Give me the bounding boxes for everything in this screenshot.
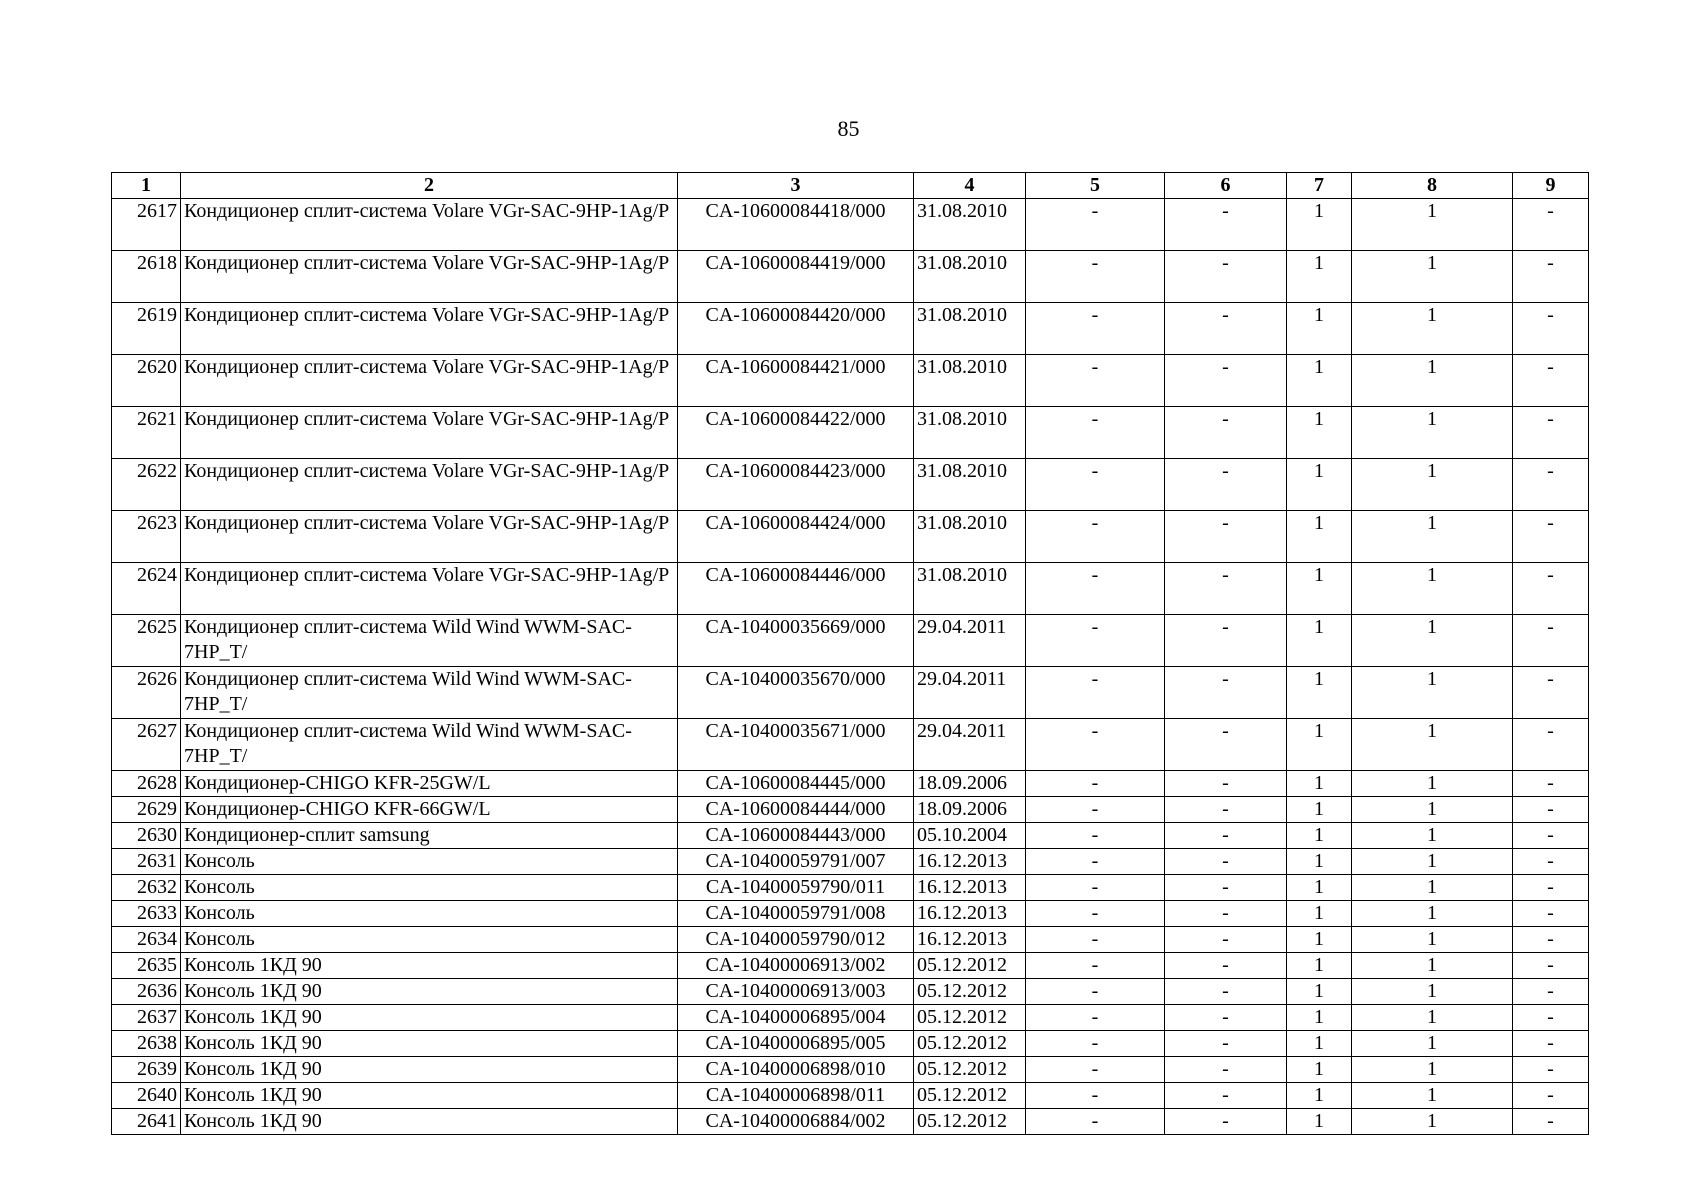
col7-cell: 1	[1287, 1005, 1352, 1031]
date-cell: 05.12.2012	[914, 1109, 1026, 1135]
col8-cell: 1	[1352, 901, 1513, 927]
table-row	[112, 407, 1589, 459]
col9-cell: -	[1513, 251, 1589, 303]
row-number-cell: 2627	[112, 719, 181, 771]
col5-cell: -	[1026, 901, 1165, 927]
col5-cell: -	[1026, 1031, 1165, 1057]
col9-cell: -	[1513, 1109, 1589, 1135]
inventory-code-cell: CA-10400006898/010	[678, 1057, 914, 1083]
table-row	[112, 615, 1589, 667]
col8-cell: 1	[1352, 303, 1513, 355]
col7-cell: 1	[1287, 771, 1352, 797]
col7-cell: 1	[1287, 199, 1352, 251]
inventory-table	[111, 172, 1589, 1135]
col8-cell: 1	[1352, 407, 1513, 459]
item-name-cell: Кондиционер-сплит samsung	[181, 823, 678, 849]
row-number-cell: 2622	[112, 459, 181, 511]
column-header: 1	[112, 173, 181, 199]
col5-cell: -	[1026, 1005, 1165, 1031]
inventory-code-cell: CA-10400035671/000	[678, 719, 914, 771]
page-number: 85	[837, 116, 860, 141]
date-cell: 31.08.2010	[914, 563, 1026, 615]
date-cell: 05.12.2012	[914, 1031, 1026, 1057]
item-name-cell: Консоль	[181, 927, 678, 953]
item-name-cell: Кондиционер сплит-система Volare VGr-SAC-9HP-1Ag/P	[181, 459, 678, 511]
col8-cell: 1	[1352, 927, 1513, 953]
inventory-code-cell: CA-10400006895/005	[678, 1031, 914, 1057]
inventory-code-cell: CA-10400059791/007	[678, 849, 914, 875]
row-number-cell: 2641	[112, 1109, 181, 1135]
col6-cell: -	[1165, 1083, 1287, 1109]
col9-cell: -	[1513, 1083, 1589, 1109]
item-name-cell: Консоль 1КД 90	[181, 953, 678, 979]
col5-cell: -	[1026, 719, 1165, 771]
row-number-cell: 2638	[112, 1031, 181, 1057]
col8-cell: 1	[1352, 875, 1513, 901]
col8-cell: 1	[1352, 511, 1513, 563]
col6-cell: -	[1165, 615, 1287, 667]
col6-cell: -	[1165, 563, 1287, 615]
col5-cell: -	[1026, 303, 1165, 355]
col7-cell: 1	[1287, 511, 1352, 563]
col6-cell: -	[1165, 797, 1287, 823]
date-cell: 29.04.2011	[914, 719, 1026, 771]
col7-cell: 1	[1287, 615, 1352, 667]
col7-cell: 1	[1287, 719, 1352, 771]
row-number-cell: 2628	[112, 771, 181, 797]
column-header: 6	[1165, 173, 1287, 199]
table-row	[112, 251, 1589, 303]
item-name-cell: Кондиционер сплит-система Volare VGr-SAC-9HP-1Ag/P	[181, 563, 678, 615]
col7-cell: 1	[1287, 667, 1352, 719]
table-row	[112, 901, 1589, 927]
inventory-code-cell: CA-10400006884/002	[678, 1109, 914, 1135]
row-number-cell: 2630	[112, 823, 181, 849]
col7-cell: 1	[1287, 823, 1352, 849]
col8-cell: 1	[1352, 979, 1513, 1005]
row-number-cell: 2636	[112, 979, 181, 1005]
col8-cell: 1	[1352, 849, 1513, 875]
item-name-cell: Консоль 1КД 90	[181, 1005, 678, 1031]
col9-cell: -	[1513, 797, 1589, 823]
item-name-cell: Консоль 1КД 90	[181, 1057, 678, 1083]
inventory-code-cell: CA-10400006913/002	[678, 953, 914, 979]
table-row	[112, 1005, 1589, 1031]
table-row	[112, 979, 1589, 1005]
col7-cell: 1	[1287, 563, 1352, 615]
col8-cell: 1	[1352, 355, 1513, 407]
col6-cell: -	[1165, 1031, 1287, 1057]
table-row	[112, 953, 1589, 979]
date-cell: 16.12.2013	[914, 927, 1026, 953]
col6-cell: -	[1165, 953, 1287, 979]
table-row	[112, 563, 1589, 615]
inventory-code-cell: CA-10600084446/000	[678, 563, 914, 615]
table-row	[112, 849, 1589, 875]
col6-cell: -	[1165, 979, 1287, 1005]
item-name-cell: Консоль 1КД 90	[181, 1031, 678, 1057]
col9-cell: -	[1513, 979, 1589, 1005]
col5-cell: -	[1026, 199, 1165, 251]
col6-cell: -	[1165, 719, 1287, 771]
col8-cell: 1	[1352, 1031, 1513, 1057]
table-row	[112, 1057, 1589, 1083]
col6-cell: -	[1165, 667, 1287, 719]
col7-cell: 1	[1287, 875, 1352, 901]
col6-cell: -	[1165, 849, 1287, 875]
col5-cell: -	[1026, 771, 1165, 797]
item-name-cell: Консоль 1КД 90	[181, 1109, 678, 1135]
col9-cell: -	[1513, 511, 1589, 563]
col6-cell: -	[1165, 459, 1287, 511]
date-cell: 31.08.2010	[914, 355, 1026, 407]
col8-cell: 1	[1352, 251, 1513, 303]
date-cell: 05.10.2004	[914, 823, 1026, 849]
item-name-cell: Кондиционер сплит-система Wild Wind WWM-SAC-7HP_T/	[181, 615, 678, 667]
col9-cell: -	[1513, 875, 1589, 901]
row-number-cell: 2618	[112, 251, 181, 303]
col9-cell: -	[1513, 953, 1589, 979]
item-name-cell: Консоль 1КД 90	[181, 1083, 678, 1109]
date-cell: 18.09.2006	[914, 797, 1026, 823]
col6-cell: -	[1165, 303, 1287, 355]
inventory-code-cell: CA-10600084443/000	[678, 823, 914, 849]
col6-cell: -	[1165, 875, 1287, 901]
col8-cell: 1	[1352, 797, 1513, 823]
table-row	[112, 459, 1589, 511]
date-cell: 05.12.2012	[914, 1083, 1026, 1109]
col7-cell: 1	[1287, 797, 1352, 823]
column-header: 3	[678, 173, 914, 199]
date-cell: 05.12.2012	[914, 979, 1026, 1005]
col9-cell: -	[1513, 1005, 1589, 1031]
row-number-cell: 2623	[112, 511, 181, 563]
col9-cell: -	[1513, 667, 1589, 719]
col8-cell: 1	[1352, 719, 1513, 771]
col5-cell: -	[1026, 927, 1165, 953]
col7-cell: 1	[1287, 459, 1352, 511]
col9-cell: -	[1513, 355, 1589, 407]
col9-cell: -	[1513, 1057, 1589, 1083]
table-row	[112, 823, 1589, 849]
inventory-code-cell: CA-10400006913/003	[678, 979, 914, 1005]
table-row	[112, 771, 1589, 797]
inventory-code-cell: CA-10400035670/000	[678, 667, 914, 719]
row-number-cell: 2621	[112, 407, 181, 459]
col7-cell: 1	[1287, 355, 1352, 407]
inventory-code-cell: CA-10400035669/000	[678, 615, 914, 667]
table-row	[112, 1083, 1589, 1109]
col8-cell: 1	[1352, 953, 1513, 979]
col9-cell: -	[1513, 823, 1589, 849]
date-cell: 31.08.2010	[914, 511, 1026, 563]
row-number-cell: 2625	[112, 615, 181, 667]
col8-cell: 1	[1352, 823, 1513, 849]
column-header: 5	[1026, 173, 1165, 199]
col5-cell: -	[1026, 251, 1165, 303]
column-header: 2	[181, 173, 678, 199]
inventory-code-cell: CA-10600084423/000	[678, 459, 914, 511]
row-number-cell: 2635	[112, 953, 181, 979]
col6-cell: -	[1165, 511, 1287, 563]
table-row	[112, 1031, 1589, 1057]
item-name-cell: Консоль 1КД 90	[181, 979, 678, 1005]
col5-cell: -	[1026, 823, 1165, 849]
col7-cell: 1	[1287, 1057, 1352, 1083]
item-name-cell: Кондиционер сплит-система Wild Wind WWM-SAC-7HP_T/	[181, 719, 678, 771]
col7-cell: 1	[1287, 953, 1352, 979]
inventory-code-cell: CA-10600084421/000	[678, 355, 914, 407]
table-row	[112, 797, 1589, 823]
col6-cell: -	[1165, 1057, 1287, 1083]
item-name-cell: Кондиционер сплит-система Volare VGr-SAC-9HP-1Ag/P	[181, 199, 678, 251]
item-name-cell: Консоль	[181, 901, 678, 927]
col7-cell: 1	[1287, 251, 1352, 303]
row-number-cell: 2640	[112, 1083, 181, 1109]
col7-cell: 1	[1287, 303, 1352, 355]
col5-cell: -	[1026, 511, 1165, 563]
col6-cell: -	[1165, 1109, 1287, 1135]
item-name-cell: Кондиционер сплит-система Volare VGr-SAC-9HP-1Ag/P	[181, 355, 678, 407]
col5-cell: -	[1026, 849, 1165, 875]
row-number-cell: 2634	[112, 927, 181, 953]
date-cell: 31.08.2010	[914, 251, 1026, 303]
inventory-code-cell: CA-10600084419/000	[678, 251, 914, 303]
date-cell: 31.08.2010	[914, 407, 1026, 459]
inventory-code-cell: CA-10600084445/000	[678, 771, 914, 797]
table-row	[112, 875, 1589, 901]
inventory-code-cell: CA-10400059790/011	[678, 875, 914, 901]
table-row	[112, 355, 1589, 407]
col8-cell: 1	[1352, 563, 1513, 615]
col7-cell: 1	[1287, 1109, 1352, 1135]
col9-cell: -	[1513, 303, 1589, 355]
col8-cell: 1	[1352, 1083, 1513, 1109]
col7-cell: 1	[1287, 979, 1352, 1005]
col5-cell: -	[1026, 1057, 1165, 1083]
col5-cell: -	[1026, 407, 1165, 459]
item-name-cell: Кондиционер сплит-система Volare VGr-SAC-9HP-1Ag/P	[181, 251, 678, 303]
header-row	[112, 173, 1589, 199]
col5-cell: -	[1026, 1109, 1165, 1135]
date-cell: 05.12.2012	[914, 953, 1026, 979]
date-cell: 31.08.2010	[914, 459, 1026, 511]
col6-cell: -	[1165, 771, 1287, 797]
col5-cell: -	[1026, 355, 1165, 407]
table-row	[112, 719, 1589, 771]
inventory-code-cell: CA-10400006898/011	[678, 1083, 914, 1109]
date-cell: 29.04.2011	[914, 667, 1026, 719]
col5-cell: -	[1026, 797, 1165, 823]
date-cell: 16.12.2013	[914, 875, 1026, 901]
col5-cell: -	[1026, 875, 1165, 901]
table-row	[112, 511, 1589, 563]
column-header: 4	[914, 173, 1026, 199]
col6-cell: -	[1165, 251, 1287, 303]
col6-cell: -	[1165, 199, 1287, 251]
col5-cell: -	[1026, 1083, 1165, 1109]
col6-cell: -	[1165, 927, 1287, 953]
col9-cell: -	[1513, 901, 1589, 927]
col8-cell: 1	[1352, 459, 1513, 511]
item-name-cell: Консоль	[181, 875, 678, 901]
inventory-code-cell: CA-10600084444/000	[678, 797, 914, 823]
table-row	[112, 667, 1589, 719]
col9-cell: -	[1513, 199, 1589, 251]
item-name-cell: Кондиционер-CHIGO KFR-66GW/L	[181, 797, 678, 823]
row-number-cell: 2632	[112, 875, 181, 901]
date-cell: 05.12.2012	[914, 1057, 1026, 1083]
col7-cell: 1	[1287, 901, 1352, 927]
date-cell: 16.12.2013	[914, 849, 1026, 875]
col8-cell: 1	[1352, 615, 1513, 667]
row-number-cell: 2626	[112, 667, 181, 719]
col8-cell: 1	[1352, 771, 1513, 797]
inventory-code-cell: CA-10600084420/000	[678, 303, 914, 355]
col5-cell: -	[1026, 953, 1165, 979]
row-number-cell: 2624	[112, 563, 181, 615]
col6-cell: -	[1165, 355, 1287, 407]
col5-cell: -	[1026, 563, 1165, 615]
date-cell: 18.09.2006	[914, 771, 1026, 797]
col9-cell: -	[1513, 771, 1589, 797]
date-cell: 31.08.2010	[914, 199, 1026, 251]
table-row	[112, 303, 1589, 355]
col7-cell: 1	[1287, 927, 1352, 953]
col9-cell: -	[1513, 459, 1589, 511]
row-number-cell: 2629	[112, 797, 181, 823]
inventory-code-cell: CA-10400006895/004	[678, 1005, 914, 1031]
row-number-cell: 2617	[112, 199, 181, 251]
inventory-code-cell: CA-10600084422/000	[678, 407, 914, 459]
inventory-code-cell: CA-10400059791/008	[678, 901, 914, 927]
column-header: 7	[1287, 173, 1352, 199]
row-number-cell: 2631	[112, 849, 181, 875]
col6-cell: -	[1165, 823, 1287, 849]
inventory-code-cell: CA-10600084418/000	[678, 199, 914, 251]
col8-cell: 1	[1352, 1109, 1513, 1135]
column-header: 8	[1352, 173, 1513, 199]
row-number-cell: 2637	[112, 1005, 181, 1031]
item-name-cell: Кондиционер сплит-система Volare VGr-SAC-9HP-1Ag/P	[181, 511, 678, 563]
date-cell: 16.12.2013	[914, 901, 1026, 927]
col9-cell: -	[1513, 849, 1589, 875]
col6-cell: -	[1165, 407, 1287, 459]
col9-cell: -	[1513, 615, 1589, 667]
col8-cell: 1	[1352, 667, 1513, 719]
item-name-cell: Кондиционер-CHIGO KFR-25GW/L	[181, 771, 678, 797]
table-row	[112, 927, 1589, 953]
inventory-code-cell: CA-10600084424/000	[678, 511, 914, 563]
col8-cell: 1	[1352, 1005, 1513, 1031]
col9-cell: -	[1513, 407, 1589, 459]
col5-cell: -	[1026, 979, 1165, 1005]
col6-cell: -	[1165, 1005, 1287, 1031]
col7-cell: 1	[1287, 849, 1352, 875]
table-row	[112, 199, 1589, 251]
row-number-cell: 2639	[112, 1057, 181, 1083]
date-cell: 29.04.2011	[914, 615, 1026, 667]
col6-cell: -	[1165, 901, 1287, 927]
row-number-cell: 2619	[112, 303, 181, 355]
col9-cell: -	[1513, 927, 1589, 953]
col8-cell: 1	[1352, 1057, 1513, 1083]
col5-cell: -	[1026, 459, 1165, 511]
row-number-cell: 2633	[112, 901, 181, 927]
col9-cell: -	[1513, 563, 1589, 615]
col5-cell: -	[1026, 667, 1165, 719]
item-name-cell: Кондиционер сплит-система Wild Wind WWM-SAC-7HP_T/	[181, 667, 678, 719]
column-header: 9	[1513, 173, 1589, 199]
col9-cell: -	[1513, 719, 1589, 771]
date-cell: 31.08.2010	[914, 303, 1026, 355]
col7-cell: 1	[1287, 1083, 1352, 1109]
date-cell: 05.12.2012	[914, 1005, 1026, 1031]
col7-cell: 1	[1287, 1031, 1352, 1057]
item-name-cell: Кондиционер сплит-система Volare VGr-SAC-9HP-1Ag/P	[181, 407, 678, 459]
inventory-code-cell: CA-10400059790/012	[678, 927, 914, 953]
col5-cell: -	[1026, 615, 1165, 667]
col9-cell: -	[1513, 1031, 1589, 1057]
col8-cell: 1	[1352, 199, 1513, 251]
table-row	[112, 1109, 1589, 1135]
row-number-cell: 2620	[112, 355, 181, 407]
col7-cell: 1	[1287, 407, 1352, 459]
item-name-cell: Консоль	[181, 849, 678, 875]
item-name-cell: Кондиционер сплит-система Volare VGr-SAC-9HP-1Ag/P	[181, 303, 678, 355]
